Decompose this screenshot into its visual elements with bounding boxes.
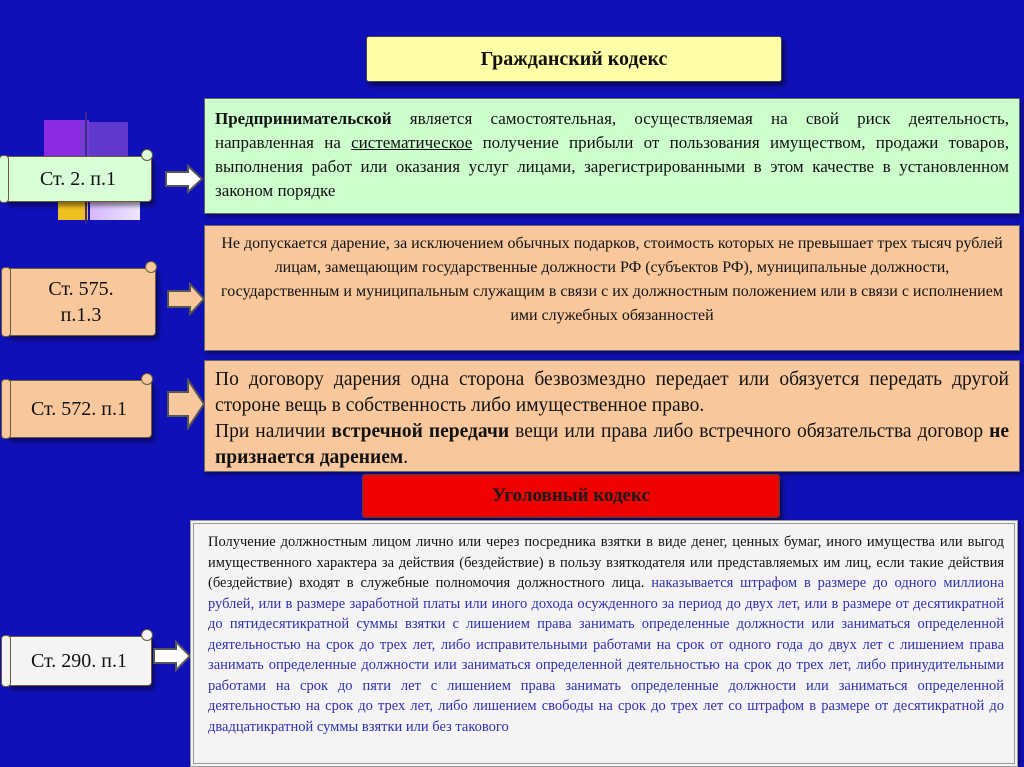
text-part: является самостоятельная, осуществляемая на свой риск деятельность, направленная на bbox=[215, 109, 1009, 152]
arrow-right-icon bbox=[164, 164, 204, 194]
gift-prohibition-text: Не допускается дарение, за исключением обычных подарков, стоимость которых не превышает трех тысяч рублей лицам, замещающим государственные должности РФ (субъектов РФ), муниципальные должности, государственным и муниципальным служащим в связи с их должностным положением или в связи с исполнением ими служебных обязанностей bbox=[221, 235, 1003, 324]
criminal-code-title: Уголовный кодекс bbox=[492, 485, 650, 506]
article-label-text: Ст. 290. п.1 bbox=[30, 649, 127, 672]
term-entrepreneurship: Предпринимательской bbox=[215, 109, 392, 128]
civil-code-entrepreneurship-box bbox=[204, 98, 1020, 214]
article-label-text: Ст. 2. п.1 bbox=[39, 167, 116, 190]
bribery-definition-text: Получение должностным лицом лично или через посредника взятки в виде денег, ценных бумаг, иного имущества или выгод имущественного характера за действия (бездействие) в пользу взяткодателя или представляемых им лиц, если такие действия (бездействие) входят в служебные полномочия должностного лица. bbox=[208, 534, 1004, 591]
article-label-st290 bbox=[6, 636, 152, 686]
article-label-st575 bbox=[6, 268, 156, 336]
arrow-right-icon bbox=[166, 378, 206, 430]
civil-code-header bbox=[366, 36, 782, 82]
text-part: получение прибыли от пользования имуществом, продажи товаров, выполнения работ или оказания услуг лицами, зарегистрированными в этом качестве в установленном законом порядке bbox=[215, 133, 1009, 200]
civil-code-gift-prohibition-box bbox=[204, 225, 1020, 351]
gift-contract-definition: По договору дарения одна сторона безвозмездно передает или обязуется передать другой стороне вещь в собственность либо имущественное право. bbox=[215, 369, 1009, 416]
article-label-text: п.1.3 bbox=[60, 304, 102, 326]
arrow-right-icon bbox=[152, 640, 192, 672]
gift-contract-exception bbox=[215, 419, 1009, 471]
article-label-st572 bbox=[6, 380, 152, 438]
criminal-code-header bbox=[362, 474, 780, 518]
text-part: При наличии bbox=[215, 421, 332, 442]
term-not-gift: не признается дарением bbox=[215, 421, 1009, 468]
article-label-text: Ст. 572. п.1 bbox=[30, 397, 127, 420]
civil-code-gift-contract-box bbox=[204, 360, 1020, 472]
text-part: вещи или права либо встречного обязательства договор bbox=[509, 421, 990, 442]
term-counter-transfer: встречной передачи bbox=[331, 421, 510, 442]
article-label-st2 bbox=[4, 156, 152, 202]
bribery-penalty-text: наказывается штрафом в размере до одного миллиона рублей, или в размере заработной платы или иного дохода осужденного за период до двух лет, или в размере от десятикратной до пятидесятикратной суммы взятки с лишением права занимать определенные должности или заниматься определенной деятельностью на срок до трех лет, либо исправительными работами на срок от одного года до двух лет с лишением права занимать определенные должности или заниматься определенной деятельностью на срок до трех лет, либо принудительными работами на срок до пяти лет с лишением права занимать определенные должности или заниматься определенной деятельностью на срок до трех лет, либо лишением свободы на срок до трех лет со штрафом в размере от десятикратной до двадцатикратной суммы взятки или без такового bbox=[208, 575, 1005, 735]
criminal-code-bribery-box bbox=[190, 520, 1018, 767]
arrow-right-icon bbox=[166, 282, 206, 316]
article-label-text: Ст. 575. bbox=[48, 278, 114, 300]
text-part: . bbox=[403, 447, 409, 468]
civil-code-title: Гражданский кодекс bbox=[480, 47, 668, 70]
term-systematic: систематическое bbox=[351, 133, 473, 152]
